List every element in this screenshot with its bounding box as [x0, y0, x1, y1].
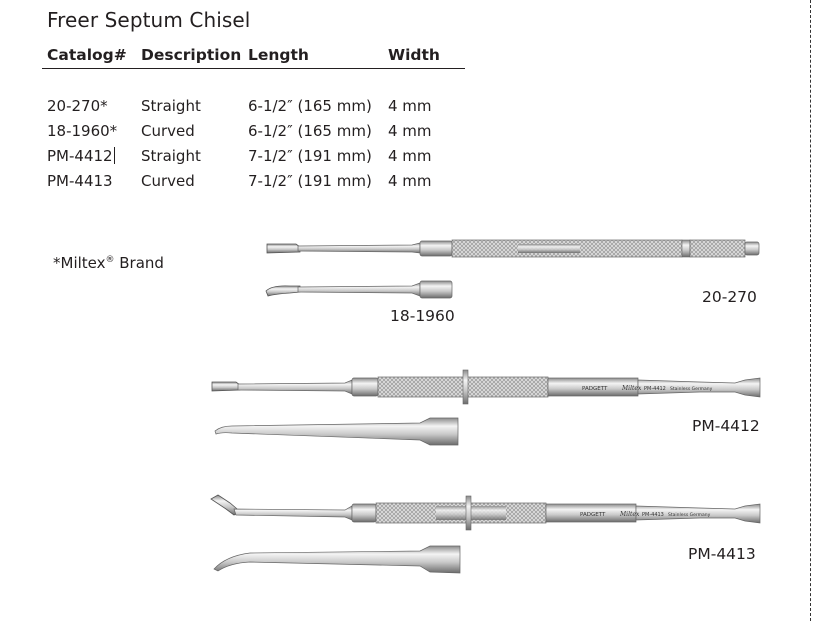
header-length: Length	[248, 46, 309, 64]
description: Straight	[141, 147, 201, 165]
header-description: Description	[141, 46, 242, 64]
chisel-20-270-image	[267, 240, 759, 257]
catalog-number: PM-4413	[47, 172, 113, 190]
pm-4412-tip-detail-image	[215, 418, 458, 445]
handle-imprint-catalog: PM-4412	[644, 386, 666, 392]
description: Curved	[141, 122, 195, 140]
chisel-pm-4413-image	[211, 495, 760, 530]
chisel-18-1960-image	[266, 281, 452, 298]
handle-imprint-origin: Stainless Germany	[668, 513, 711, 518]
width: 4 mm	[388, 147, 432, 165]
pm-4413-tip-detail-image	[214, 546, 460, 573]
width: 4 mm	[388, 97, 432, 115]
catalog-number: 20-270*	[47, 97, 108, 115]
length: 6-1/2″ (165 mm)	[248, 97, 372, 115]
catalog-number: 18-1960*	[47, 122, 118, 140]
handle-imprint-script: Miltex	[622, 385, 642, 392]
description: Curved	[141, 172, 195, 190]
length: 7-1/2″ (191 mm)	[248, 172, 372, 190]
description: Straight	[141, 97, 201, 115]
length: 6-1/2″ (165 mm)	[248, 122, 372, 140]
header-width: Width	[388, 46, 440, 64]
header-catalog: Catalog#	[47, 46, 127, 64]
page-title: Freer Septum Chisel	[47, 8, 251, 32]
chisel-pm-4412-image	[212, 370, 760, 404]
label-pm-4413: PM-4413	[688, 545, 756, 563]
label-18-1960: 18-1960	[390, 307, 455, 325]
handle-imprint-brand: PADGETT	[582, 386, 608, 392]
handle-imprint-origin: Stainless Germany	[670, 387, 713, 392]
label-pm-4412: PM-4412	[692, 417, 760, 435]
brand-footnote: *Miltex® Brand	[53, 254, 164, 272]
label-20-270: 20-270	[702, 288, 757, 306]
length: 7-1/2″ (191 mm)	[248, 147, 372, 165]
catalog-number: PM-4412	[47, 147, 113, 165]
page-edge-divider	[810, 0, 811, 621]
handle-imprint-script: Miltex	[620, 511, 640, 518]
handle-imprint-brand: PADGETT	[580, 512, 606, 518]
width: 4 mm	[388, 172, 432, 190]
handle-imprint-catalog: PM-4413	[642, 512, 664, 518]
width: 4 mm	[388, 122, 432, 140]
